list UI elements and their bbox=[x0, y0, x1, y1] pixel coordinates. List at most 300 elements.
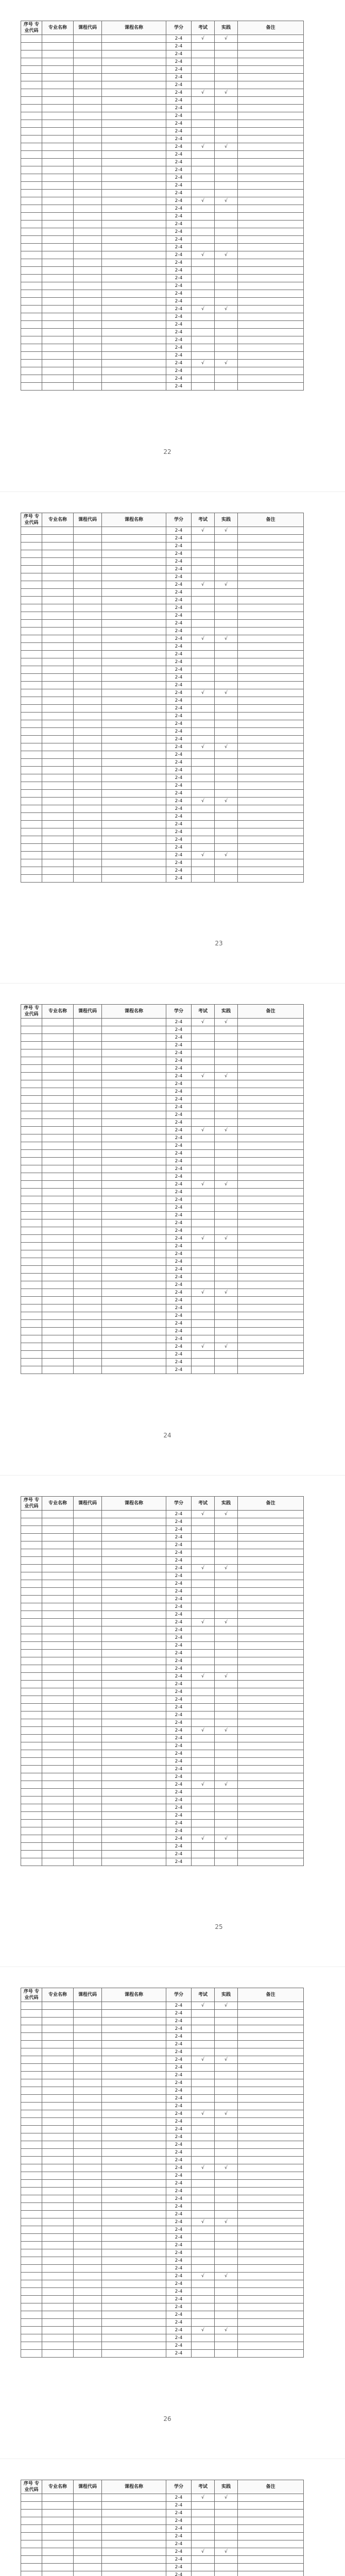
table-cell: 2-4 bbox=[166, 120, 192, 128]
table-cell bbox=[42, 1351, 74, 1359]
table-cell bbox=[192, 1580, 215, 1587]
table-cell bbox=[21, 2126, 42, 2133]
table-cell bbox=[21, 2532, 42, 2540]
table-cell: 2-4 bbox=[166, 205, 192, 213]
table-cell bbox=[102, 1641, 166, 1649]
table-cell bbox=[42, 1243, 74, 1250]
table-cell bbox=[102, 2540, 166, 2548]
table-cell bbox=[42, 2164, 74, 2172]
table-cell bbox=[102, 2033, 166, 2041]
table-cell bbox=[215, 1580, 238, 1587]
table-cell bbox=[215, 704, 238, 712]
table-cell bbox=[21, 1641, 42, 1649]
table-cell bbox=[192, 1827, 215, 1835]
table-cell bbox=[192, 290, 215, 298]
table-cell: 2-4 bbox=[166, 859, 192, 867]
table-cell: 2-4 bbox=[166, 720, 192, 727]
table-cell bbox=[21, 1626, 42, 1634]
table-cell bbox=[215, 2103, 238, 2110]
table-cell bbox=[74, 2342, 102, 2350]
table-row bbox=[21, 1850, 304, 1858]
table-cell bbox=[102, 2311, 166, 2319]
table-cell bbox=[42, 2350, 74, 2358]
table-row bbox=[21, 360, 304, 367]
table-cell bbox=[42, 2288, 74, 2296]
table-row bbox=[21, 2524, 304, 2532]
table-cell bbox=[74, 105, 102, 112]
table-cell bbox=[238, 1556, 304, 1564]
table-cell bbox=[102, 2242, 166, 2249]
table-cell bbox=[74, 1518, 102, 1526]
table-cell bbox=[102, 1049, 166, 1057]
table-cell bbox=[42, 1034, 74, 1042]
table-cell: √ bbox=[215, 251, 238, 259]
table-cell: 2-4 bbox=[166, 1850, 192, 1858]
table-cell bbox=[102, 1196, 166, 1204]
table-cell bbox=[192, 2517, 215, 2524]
table-cell bbox=[102, 604, 166, 612]
table-cell bbox=[238, 221, 304, 228]
table-cell bbox=[238, 2164, 304, 2172]
table-cell bbox=[192, 1657, 215, 1665]
table-cell bbox=[238, 2249, 304, 2257]
course-table bbox=[21, 21, 304, 391]
table-cell bbox=[215, 2172, 238, 2180]
table-cell bbox=[102, 166, 166, 174]
table-cell bbox=[74, 596, 102, 604]
table-cell bbox=[238, 743, 304, 751]
table-cell: 2-4 bbox=[166, 306, 192, 313]
table-cell bbox=[21, 550, 42, 557]
table-cell bbox=[215, 1842, 238, 1850]
table-cell bbox=[238, 182, 304, 190]
table-cell bbox=[215, 573, 238, 581]
table-cell bbox=[102, 619, 166, 627]
table-row bbox=[21, 2303, 304, 2311]
table-cell bbox=[74, 205, 102, 213]
table-cell bbox=[238, 550, 304, 557]
table-cell bbox=[42, 2524, 74, 2532]
table-cell bbox=[102, 805, 166, 812]
table-cell bbox=[102, 2218, 166, 2226]
table-cell bbox=[102, 1258, 166, 1266]
table-cell bbox=[102, 1165, 166, 1173]
table-cell bbox=[74, 2002, 102, 2010]
table-cell bbox=[102, 1672, 166, 1680]
table-cell: 2-4 bbox=[166, 81, 192, 89]
table-cell bbox=[74, 704, 102, 712]
table-cell: √ bbox=[215, 2164, 238, 2172]
table-cell bbox=[192, 282, 215, 290]
table-cell bbox=[74, 1765, 102, 1773]
table-cell bbox=[102, 542, 166, 550]
table-header-cell: 课程代码 bbox=[74, 1988, 102, 2002]
table-cell bbox=[192, 666, 215, 673]
table-cell: 2-4 bbox=[166, 1719, 192, 1726]
table-row bbox=[21, 2226, 304, 2234]
table-cell bbox=[21, 143, 42, 151]
table-cell bbox=[74, 836, 102, 843]
table-cell bbox=[102, 190, 166, 197]
table-cell bbox=[215, 588, 238, 596]
table-cell bbox=[102, 352, 166, 360]
table-cell: 2-4 bbox=[166, 1134, 192, 1142]
table-cell bbox=[238, 2126, 304, 2133]
table-cell bbox=[74, 1835, 102, 1842]
table-cell bbox=[74, 1196, 102, 1204]
table-cell bbox=[102, 1127, 166, 1134]
table-cell bbox=[192, 105, 215, 112]
table-cell bbox=[42, 151, 74, 159]
table-cell bbox=[21, 1618, 42, 1626]
table-cell bbox=[238, 2203, 304, 2211]
table-cell bbox=[21, 2288, 42, 2296]
table-cell: 2-4 bbox=[166, 383, 192, 391]
table-cell bbox=[74, 565, 102, 573]
table-cell bbox=[102, 1204, 166, 1212]
table-cell bbox=[238, 2342, 304, 2350]
table-cell bbox=[21, 1526, 42, 1533]
table-cell bbox=[102, 2203, 166, 2211]
table-cell: √ bbox=[215, 635, 238, 642]
table-cell bbox=[21, 1019, 42, 1026]
table-cell bbox=[21, 867, 42, 874]
table-cell bbox=[21, 1556, 42, 1564]
table-cell bbox=[42, 2033, 74, 2041]
table-header-cell: 课程名称 bbox=[102, 1988, 166, 2002]
table-cell: 2-4 bbox=[166, 2079, 192, 2087]
table-cell bbox=[21, 1057, 42, 1065]
table-cell bbox=[42, 1595, 74, 1603]
table-cell bbox=[74, 2334, 102, 2342]
table-cell bbox=[102, 1750, 166, 1757]
table-cell bbox=[74, 812, 102, 820]
table-cell: 2-4 bbox=[166, 298, 192, 306]
table-cell bbox=[21, 313, 42, 321]
table-cell bbox=[215, 383, 238, 391]
table-cell bbox=[238, 1343, 304, 1351]
table-cell bbox=[215, 2033, 238, 2041]
table-cell: √ bbox=[192, 1019, 215, 1026]
table-header-cell: 考试 bbox=[192, 1005, 215, 1019]
table-cell bbox=[102, 1150, 166, 1158]
table-cell bbox=[102, 2172, 166, 2180]
table-cell bbox=[102, 2501, 166, 2509]
table-cell bbox=[74, 681, 102, 689]
table-cell bbox=[74, 275, 102, 282]
table-cell: 2-4 bbox=[166, 66, 192, 74]
table-cell bbox=[238, 527, 304, 534]
table-cell bbox=[238, 1359, 304, 1366]
table-row bbox=[21, 190, 304, 197]
table-cell bbox=[21, 1688, 42, 1696]
table-cell bbox=[102, 1850, 166, 1858]
table-row bbox=[21, 174, 304, 182]
table-cell bbox=[192, 2203, 215, 2211]
table-cell bbox=[21, 2002, 42, 2010]
table-cell bbox=[215, 1219, 238, 1227]
table-cell bbox=[192, 2555, 215, 2563]
table-cell bbox=[102, 1549, 166, 1556]
table-cell bbox=[42, 1127, 74, 1134]
table-cell bbox=[74, 1572, 102, 1580]
table-cell bbox=[102, 1119, 166, 1127]
table-cell bbox=[102, 2273, 166, 2280]
table-cell: 2-4 bbox=[166, 221, 192, 228]
table-row bbox=[21, 542, 304, 550]
table-cell bbox=[74, 2327, 102, 2334]
table-cell bbox=[42, 851, 74, 859]
table-cell: 2-4 bbox=[166, 1688, 192, 1696]
table-cell bbox=[215, 681, 238, 689]
table-cell bbox=[21, 1127, 42, 1134]
table-cell bbox=[21, 1320, 42, 1328]
table-row bbox=[21, 1258, 304, 1266]
table-cell bbox=[42, 1757, 74, 1765]
table-cell: 2-4 bbox=[166, 596, 192, 604]
table-cell bbox=[192, 1297, 215, 1304]
table-cell bbox=[21, 2211, 42, 2218]
table-cell bbox=[42, 1750, 74, 1757]
table-cell bbox=[42, 1827, 74, 1835]
table-cell bbox=[74, 712, 102, 720]
table-cell bbox=[238, 859, 304, 867]
table-cell bbox=[215, 612, 238, 619]
table-cell bbox=[21, 306, 42, 313]
table-cell bbox=[192, 1804, 215, 1811]
table-cell bbox=[74, 573, 102, 581]
table-cell bbox=[238, 275, 304, 282]
table-cell bbox=[21, 1657, 42, 1665]
table-cell bbox=[192, 867, 215, 874]
table-cell bbox=[238, 836, 304, 843]
table-cell bbox=[21, 81, 42, 89]
table-header-cell: 学分 bbox=[166, 1005, 192, 1019]
table-cell: 2-4 bbox=[166, 2149, 192, 2157]
table-cell bbox=[74, 550, 102, 557]
table-cell bbox=[74, 1158, 102, 1165]
table-row bbox=[21, 1781, 304, 1788]
table-cell bbox=[238, 50, 304, 58]
table-cell bbox=[74, 789, 102, 797]
table-cell bbox=[42, 282, 74, 290]
table-cell bbox=[192, 1312, 215, 1320]
table-cell bbox=[102, 244, 166, 251]
table-cell: 2-4 bbox=[166, 534, 192, 542]
table-cell bbox=[192, 313, 215, 321]
table-row bbox=[21, 1359, 304, 1366]
table-cell bbox=[102, 1510, 166, 1518]
table-cell bbox=[215, 867, 238, 874]
table-cell bbox=[42, 1773, 74, 1781]
table-cell bbox=[42, 2010, 74, 2018]
table-cell bbox=[42, 820, 74, 828]
table-cell bbox=[192, 2010, 215, 2018]
table-cell: 2-4 bbox=[166, 1518, 192, 1526]
table-cell: 2-4 bbox=[166, 2273, 192, 2280]
table-cell bbox=[21, 1111, 42, 1119]
table-cell: 2-4 bbox=[166, 1611, 192, 1618]
table-cell bbox=[192, 1034, 215, 1042]
table-cell bbox=[102, 573, 166, 581]
table-cell bbox=[192, 1742, 215, 1750]
table-cell bbox=[102, 367, 166, 375]
table-cell bbox=[192, 782, 215, 789]
table-cell bbox=[238, 627, 304, 635]
course-table bbox=[21, 513, 304, 883]
table-cell bbox=[192, 1734, 215, 1742]
table-cell bbox=[215, 2087, 238, 2095]
table-cell bbox=[215, 367, 238, 375]
table-cell bbox=[192, 1765, 215, 1773]
table-cell bbox=[238, 1266, 304, 1274]
table-cell: 2-4 bbox=[166, 2041, 192, 2048]
table-cell bbox=[21, 282, 42, 290]
table-cell bbox=[21, 2018, 42, 2025]
table-cell bbox=[238, 1665, 304, 1672]
table-cell bbox=[74, 1127, 102, 1134]
table-cell bbox=[102, 2095, 166, 2103]
table-cell bbox=[192, 604, 215, 612]
table-cell bbox=[238, 681, 304, 689]
table-row bbox=[21, 774, 304, 782]
table-row bbox=[21, 1266, 304, 1274]
table-cell bbox=[102, 1649, 166, 1657]
page bbox=[0, 0, 345, 492]
table-row bbox=[21, 1711, 304, 1719]
table-cell bbox=[74, 1587, 102, 1595]
table-cell bbox=[42, 2126, 74, 2133]
table-cell bbox=[74, 1359, 102, 1366]
table-cell bbox=[192, 1088, 215, 1096]
table-cell bbox=[42, 367, 74, 375]
table-cell bbox=[238, 2563, 304, 2571]
table-cell bbox=[74, 2203, 102, 2211]
table-row bbox=[21, 2280, 304, 2288]
table-cell bbox=[215, 329, 238, 336]
table-cell bbox=[42, 1281, 74, 1289]
table-cell bbox=[42, 774, 74, 782]
table-cell bbox=[74, 1019, 102, 1026]
table-cell bbox=[238, 2319, 304, 2327]
table-row bbox=[21, 1842, 304, 1850]
table-cell bbox=[42, 619, 74, 627]
table-cell bbox=[215, 298, 238, 306]
table-cell bbox=[215, 2571, 238, 2576]
table-cell: √ bbox=[215, 1510, 238, 1518]
table-cell: 2-4 bbox=[166, 2133, 192, 2141]
table-cell bbox=[102, 375, 166, 383]
table-cell bbox=[21, 135, 42, 143]
table-cell bbox=[42, 1312, 74, 1320]
table-cell bbox=[74, 221, 102, 228]
table-cell bbox=[42, 704, 74, 712]
table-cell: 2-4 bbox=[166, 642, 192, 650]
table-header-cell: 实践 bbox=[215, 1005, 238, 1019]
table-cell bbox=[42, 360, 74, 367]
table-cell: 2-4 bbox=[166, 1065, 192, 1073]
table-row bbox=[21, 588, 304, 596]
table-cell bbox=[102, 2226, 166, 2234]
table-cell bbox=[102, 1219, 166, 1227]
table-cell bbox=[74, 2072, 102, 2079]
table-cell: 2-4 bbox=[166, 1204, 192, 1212]
table-cell: √ bbox=[215, 2002, 238, 2010]
table-cell bbox=[42, 2273, 74, 2280]
table-cell: 2-4 bbox=[166, 681, 192, 689]
table-cell bbox=[238, 1196, 304, 1204]
table-row bbox=[21, 2234, 304, 2242]
table-cell: 2-4 bbox=[166, 1618, 192, 1626]
table-cell bbox=[42, 836, 74, 843]
table-cell bbox=[238, 352, 304, 360]
table-cell bbox=[21, 1750, 42, 1757]
table-cell bbox=[42, 565, 74, 573]
table-cell bbox=[215, 1773, 238, 1781]
table-cell: √ bbox=[192, 143, 215, 151]
table-cell: √ bbox=[215, 1343, 238, 1351]
table-cell bbox=[42, 1073, 74, 1080]
table-cell bbox=[192, 2334, 215, 2342]
table-cell bbox=[21, 1595, 42, 1603]
table-cell bbox=[238, 673, 304, 681]
table-cell bbox=[102, 1835, 166, 1842]
table-cell bbox=[21, 1034, 42, 1042]
table-cell bbox=[238, 329, 304, 336]
table-cell bbox=[21, 1804, 42, 1811]
table-cell bbox=[74, 298, 102, 306]
table-cell bbox=[102, 1533, 166, 1541]
table-cell bbox=[21, 712, 42, 720]
table-cell: 2-4 bbox=[166, 2164, 192, 2172]
table-cell bbox=[238, 1680, 304, 1688]
table-row bbox=[21, 789, 304, 797]
table-row bbox=[21, 2350, 304, 2358]
table-cell bbox=[21, 236, 42, 244]
table-cell bbox=[215, 1734, 238, 1742]
table-cell bbox=[74, 2149, 102, 2157]
table-cell bbox=[21, 1227, 42, 1235]
table-cell bbox=[102, 2002, 166, 2010]
table-cell: √ bbox=[215, 2494, 238, 2501]
table-cell bbox=[21, 828, 42, 836]
table-cell: 2-4 bbox=[166, 2494, 192, 2501]
table-cell bbox=[74, 2195, 102, 2203]
table-cell: √ bbox=[192, 689, 215, 697]
table-cell bbox=[21, 758, 42, 766]
table-cell: 2-4 bbox=[166, 1703, 192, 1711]
table-cell: 2-4 bbox=[166, 1595, 192, 1603]
table-cell bbox=[21, 1289, 42, 1297]
table-cell bbox=[74, 542, 102, 550]
table-cell: 2-4 bbox=[166, 112, 192, 120]
table-cell bbox=[74, 352, 102, 360]
table-cell bbox=[102, 758, 166, 766]
table-header-cell: 实践 bbox=[215, 1988, 238, 2002]
table-cell bbox=[238, 1304, 304, 1312]
table-cell bbox=[74, 1549, 102, 1556]
table-cell bbox=[21, 128, 42, 135]
table-cell bbox=[42, 2501, 74, 2509]
table-row bbox=[21, 1289, 304, 1297]
table-cell bbox=[238, 812, 304, 820]
table-cell bbox=[238, 1019, 304, 1026]
table-cell: √ bbox=[192, 1510, 215, 1518]
table-cell bbox=[215, 2025, 238, 2033]
table-cell bbox=[74, 1850, 102, 1858]
table-cell bbox=[102, 1765, 166, 1773]
table-row bbox=[21, 1073, 304, 1080]
